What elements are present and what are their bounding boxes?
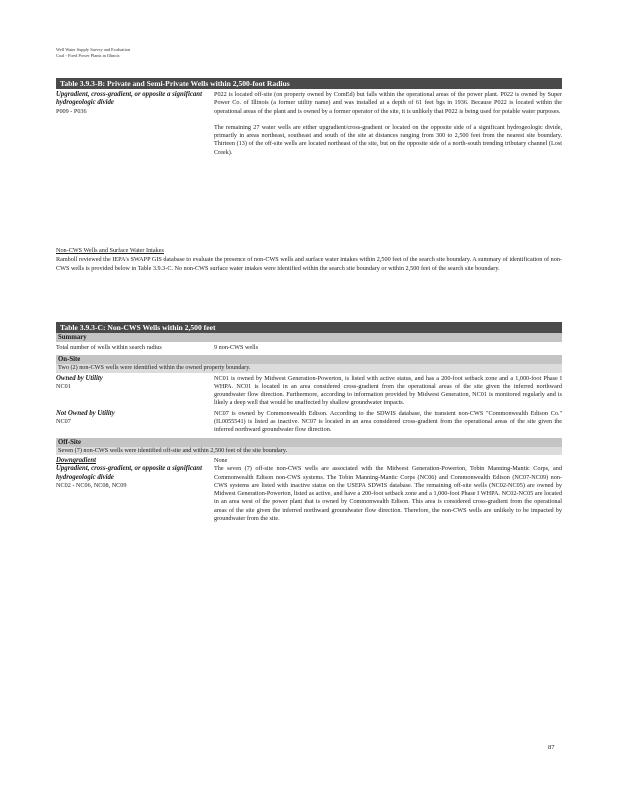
table-b-category: Upgradient, cross-gradient, or opposite a significant hydrogeologic divide: [56, 91, 202, 107]
upgradient-label: Upgradient, cross-gradient, or opposite a significant hydrogeologic divide: [56, 465, 202, 481]
owned-row: [56, 375, 562, 408]
non-cws-paragraph: Ramboll reviewed the IEPA's SWAPP GIS database to evaluate the presence of non-CWS wells and surface water intakes within 2,500 feet of the search site boundary. A summary of identification of non-CWS wells is provided below in Table 3.9.3-C. No non-CWS surface water intakes were identified within the search site boundary or within 2,500 feet of the search site boundary.: [56, 256, 562, 272]
not-owned-left: [56, 410, 214, 435]
downgradient-row: [56, 457, 562, 465]
table-b-paragraph-2: The remaining 27 water wells are either upgradient/cross-gradient or located on the opposite side of a significant hydrogeologic divide, primarily in areas northeast, southeast and south of the site at distances ranging from 300 to 2,500 feet from the nearest site boundary. Thirteen (13) of the off-site wells are located northeast of the site, but on the opposite side of a north-south trending tributary channel (Lost Creek).: [214, 123, 562, 156]
table-b-row: [56, 91, 562, 157]
table-b-left-cell: [56, 91, 214, 157]
owned-id: NC01: [56, 382, 71, 390]
table-b-title: Table 3.9.3-B: Private and Semi-Private Wells within 2,500-foot Radius: [56, 78, 562, 89]
summary-row: [56, 344, 562, 352]
onsite-subbar: Two (2) non-CWS wells were identified within the owned property boundary.: [56, 364, 562, 372]
non-cws-heading: Non-CWS Wells and Surface Water Intakes: [56, 247, 164, 254]
table-private-wells: [56, 78, 562, 157]
not-owned-text: NC07 is owned by Commonwealth Edison. According to the SDWIS database, the transient non-CWS "Commonwealth Edison Co." (IL0055541) is listed as inactive. NC07 is located in an area considered cross-gradient from the operational areas of the site given the inferred northward groundwater flow direction.: [214, 409, 562, 434]
owned-label: Owned by Utility: [56, 374, 103, 382]
not-owned-label: Not Owned by Utility: [56, 409, 115, 417]
owned-left: [56, 375, 214, 408]
table-non-cws-wells: [56, 322, 562, 523]
owned-text: NC01 is owned by Midwest Generation-Powerton, is listed with active status, and has a 200-foot setback zone and a 1,000-foot Phase I WHPA. NC01 is located in an area considered cross-gradient from the operational areas of the site given the inferred northward groundwater flow direction. Furthermore, according to information provided by Midwest Generation, NC01 is monitored regularly and is likely a deep well that would be unaffected by shallow groundwater impacts.: [214, 374, 562, 407]
header-line-2: Coal - Fired Power Plants in Illinois: [56, 53, 120, 58]
not-owned-row: [56, 410, 562, 435]
downgradient-label: Downgradient: [56, 456, 97, 464]
summary-left: Total number of wells within search radius: [56, 344, 162, 351]
running-header: [56, 47, 130, 59]
table-b-paragraph-1: P022 is located off-site (on property owned by ComEd) but falls within the operational areas of the power plant. P022 is owned by Super Power Co. of Illinois (a former utility name) and was installed at a depth of 61 feet bgs in 1936. Because P022 is located within the operational areas of the plant and is owned by a former operator of the site, it is unlikely that P022 is being used for potable water purposes.: [214, 91, 562, 115]
header-line-1: Well Water Supply Survey and Evaluation: [56, 47, 131, 52]
summary-bar: Summary: [56, 333, 562, 342]
table-b-well-ids: P009 - P036: [56, 107, 87, 115]
upgradient-text: The seven (7) off-site non-CWS wells are associated with the Midwest Generation-Powerton, Tobin Manning-Mantic Corps, and Commonwealth Edison non-CWS systems. The Tobin Manning-Mantic Corps (NC06) and Commonwealth Edison (NC07-NC09) non-CWS systems are listed with inactive status on the USEPA SDWIS database. The remaining off-site wells (NC02-NC05) are owned by Midwest Generation-Powerton, listed as active, and have a 200-foot setback zone and a 1,000-foot Phase I WHPA. NC02-NC05 are located in an area west of the power plant that is owned by Commonwealth Edison. This area is considered cross-gradient from the operational areas of the site given the inferred northward groundwater flow direction. Therefore, the non-CWS wells are unlikely to be impacted by groundwater from the site.: [214, 465, 562, 523]
offsite-bar: Off-Site: [56, 438, 562, 447]
offsite-subbar: Seven (7) non-CWS wells were identified off-site and within 2,500 feet of the site boundary.: [56, 447, 562, 455]
page-number: 87: [548, 744, 555, 751]
not-owned-id: NC07: [56, 418, 71, 426]
table-b-right-cell: [214, 91, 562, 157]
summary-right: 9 non-CWS wells: [214, 344, 258, 351]
onsite-bar: On-Site: [56, 355, 562, 364]
upgradient-ids: NC02 - NC06, NC08, NC09: [56, 481, 127, 489]
upgradient-row: [56, 465, 562, 523]
table-c-title: Table 3.9.3-C: Non-CWS Wells within 2,500 feet: [56, 322, 562, 333]
downgradient-value: None: [214, 456, 228, 464]
upgradient-left: [56, 465, 214, 523]
